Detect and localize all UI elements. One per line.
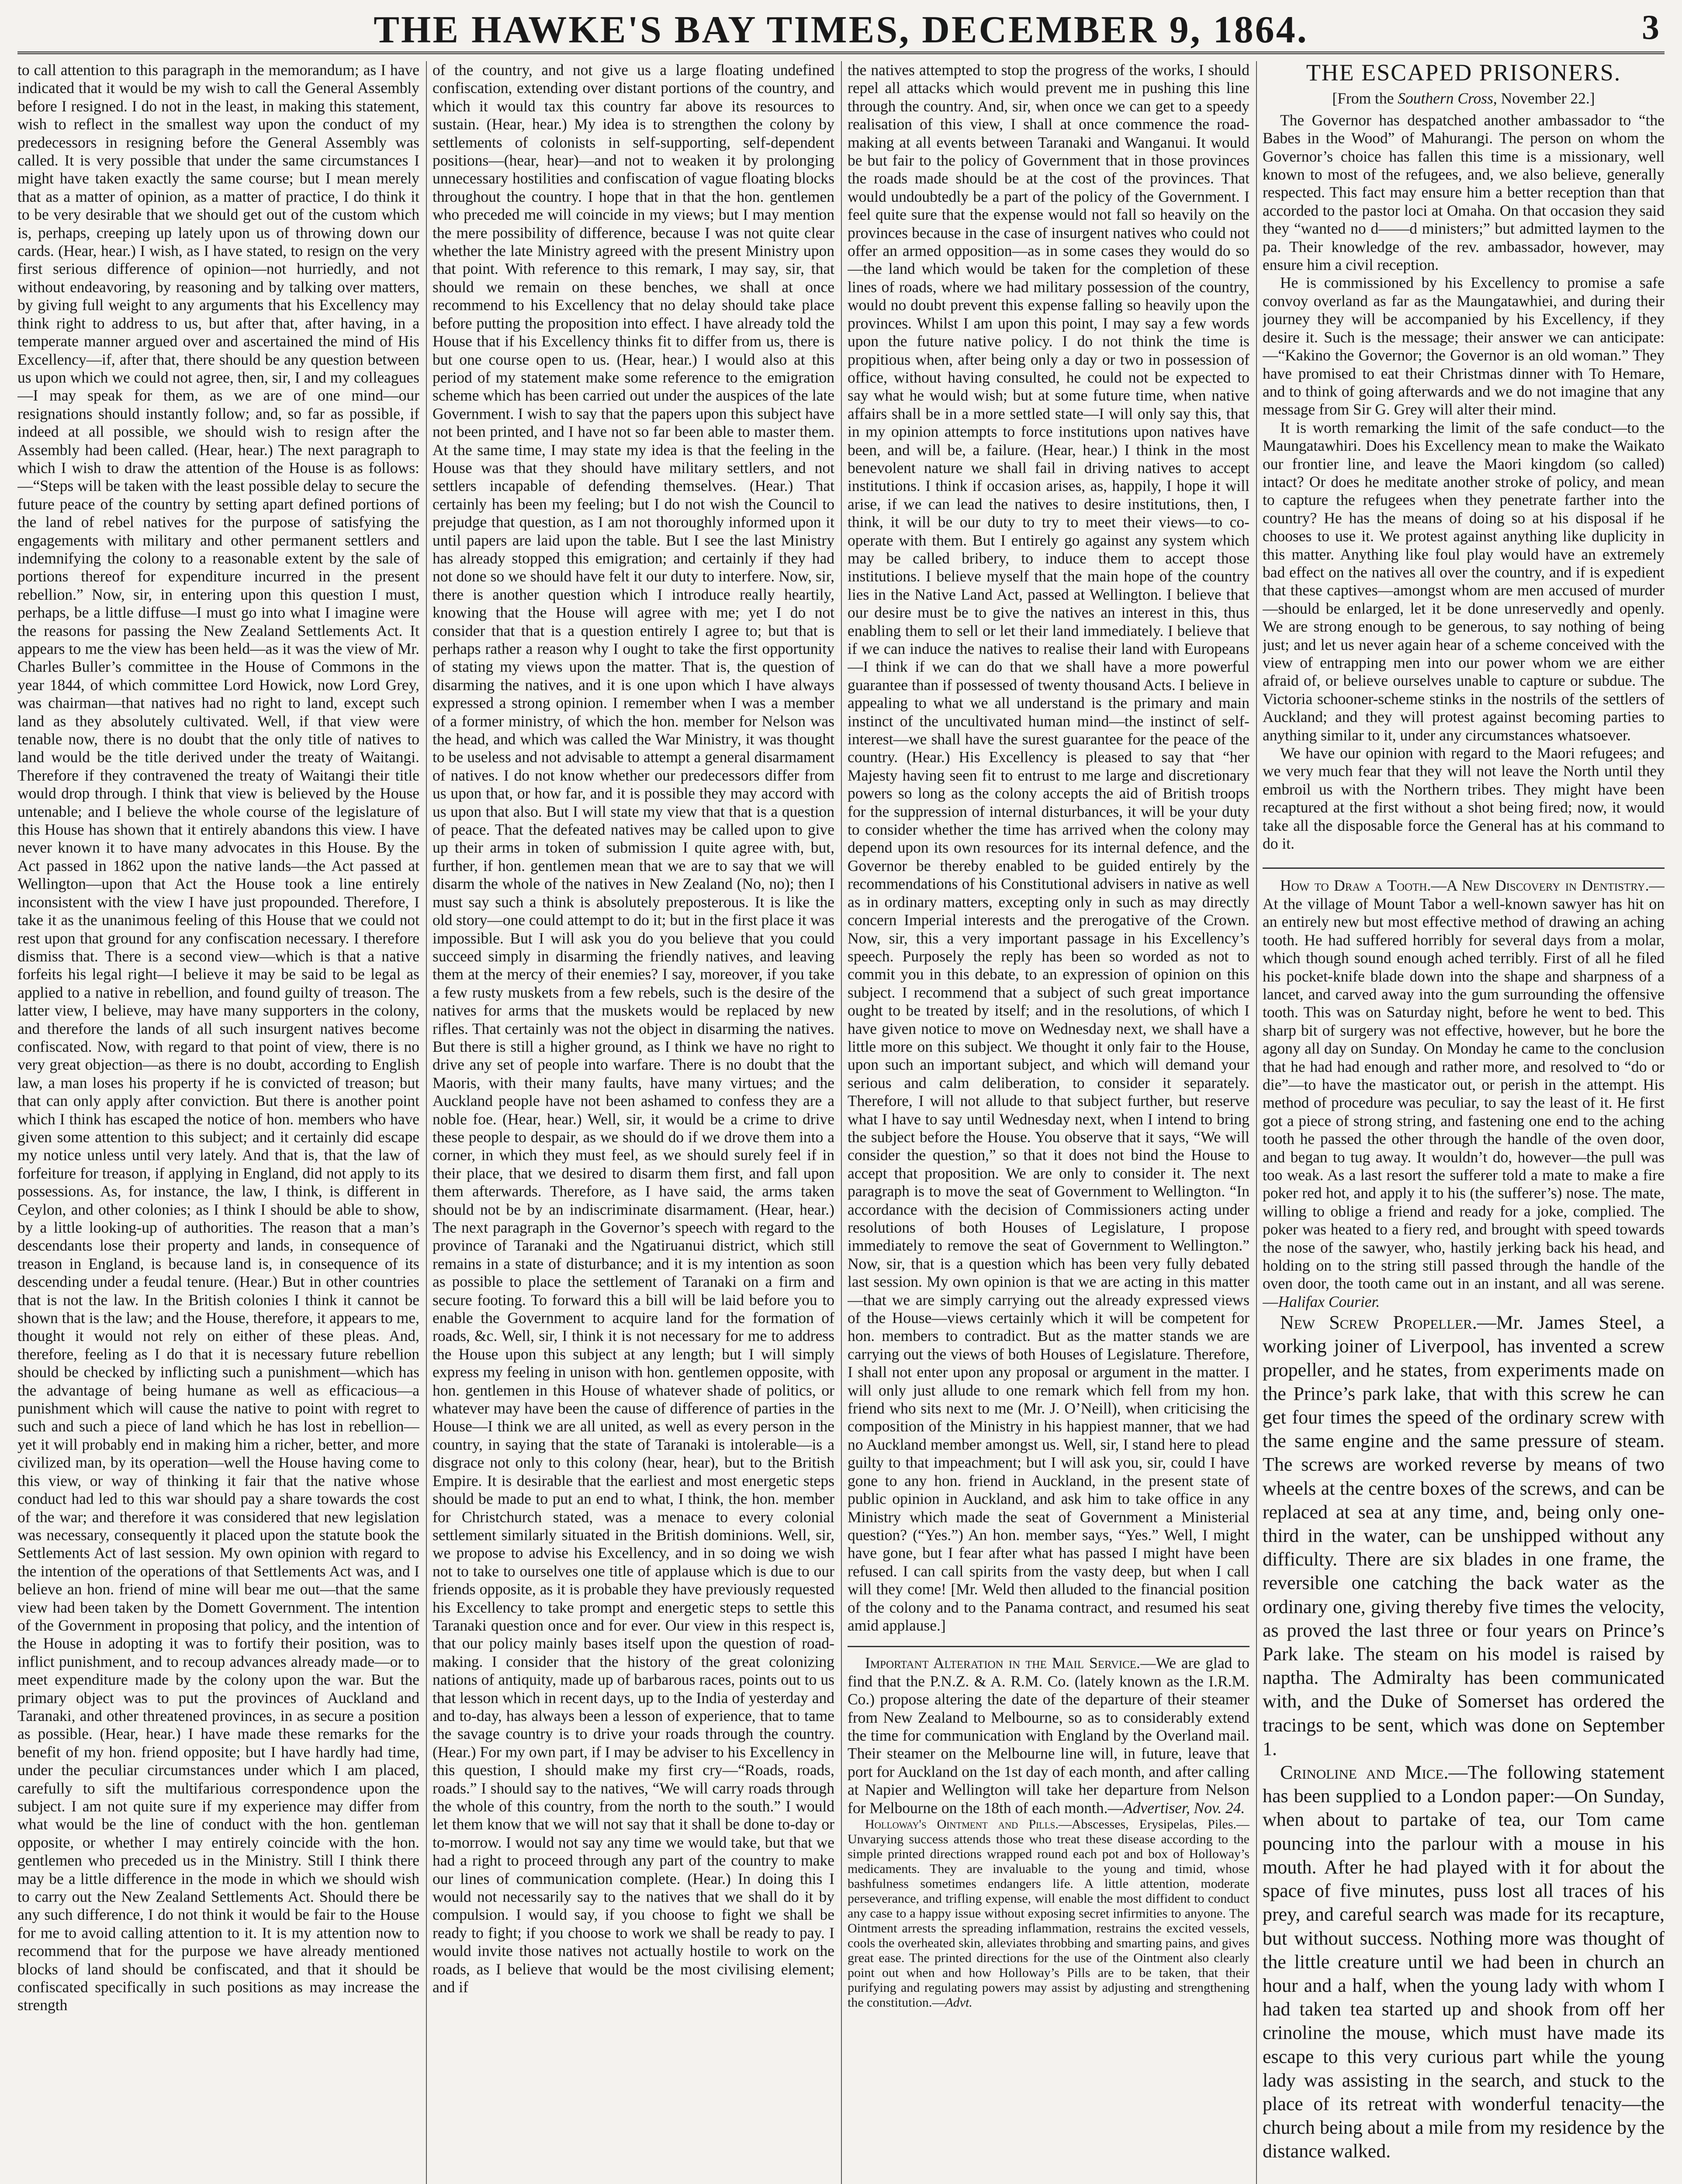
- tooth-article: [1263, 877, 1665, 1311]
- section-divider: [848, 1646, 1249, 1647]
- article-source: Halifax Courier.: [1278, 1292, 1380, 1310]
- notice-text: —We are glad to find that the P.N.Z. & A. R.M. Co. (lately known as the I.R.M. Co.) propose altering the date of the departure of their steamer from New Zealand to Melbourne, so as to considerably extend the time for communication with England by the Overland mail. Their steamer on the Melbourne line will, in future, leave that port for Auckland on the 1st day of each month, and after calling at Napier and Wellington will take her departure from Nelson for Melbourne on the 18th of each month.—: [848, 1654, 1249, 1817]
- advert-text: —Abscesses, Erysipelas, Piles.—Unvarying success attends those who treat these disease according to the simple printed directions wrapped round each pot and box of Holloway’s medicaments. They are invaluable to the young and timid, whose bashfulness sometimes endangers life. A little attention, moderate perseverance, and trifling expense, will enable the most diffident to conduct any case to a happy issue without exposing secret infirmities to anyone. The Ointment arrests the spreading inflammation, restrains the excited vessels, cools the overheated skin, alleviates throbbing and smarting pains, and gives great ease. The printed directions for the use of the Ointment also clearly point out when and how Holloway’s Pills are to be taken, that their purifying and regulating powers may assist by adjusting and strengthening the constitution.—: [848, 1817, 1249, 2010]
- article-heading: Crinoline and Mice.: [1280, 1762, 1449, 1783]
- article-heading: New Screw Propeller.: [1280, 1312, 1477, 1334]
- article-paragraph: the natives attempted to stop the progress of the works, I should repel all attacks which would prevent me in pushing this line through the country. And, sir, when once we can get to a speedy realisation of this view, I shall at once commence the road-making at all events between Taranaki and Wanganui. It would be but fair to the policy of Government that in those provinces the roads made should be at the cost of the provinces. That would undoubtedly be a part of the policy of the Government. I feel quite sure that the expense would not fall so heavily on the provinces because in the case of insurgent natives who could not offer an armed opposition—as in some cases they would do so—the land which would be taken for the completion of these lines of roads, where we had military possession of the country, would no doubt prevent this expense falling so heavily upon the provinces. Whilst I am upon this point, I may say a few words upon the future native policy. I do not think the time is propitious when, after being only a day or two in possession of office, without having consulted, he could not be expected to say what he would wish; but at some future time, when native affairs shall be in a more settled state—I will only say this, that in my opinion attempts to force institutions upon natives have been, and will be, a failure. (Hear, hear.) I think in the most benevolent nature we shall fail in driving natives to accept institutions. I think if occasion arises, as, happily, I hope it will arise, if we can lead the natives to desire institutions, then, I think, it will be our duty to try to meet their views—to co-operate with them. But I entirely go against any system which may be called bribery, to induce them to accept those institutions. I believe myself that the main hope of the country lies in the Native Land Act, passed at Wellington. I believe that our desire must be to give the natives an interest in this, thus enabling them to sell or let their land immediately. I believe that if we can induce the natives to realise their land with Europeans—I think if we can do that we shall have a more powerful guarantee than if possessed of twenty thousand Acts. I believe in appealing to what we all understand is the primary and main instinct of the uncultivated human mind—the instinct of self-interest—we shall have the surest guarantee for the peace of the country. (Hear.) His Excellency is pleased to say that “her Majesty having seen fit to entrust to me large and discretionary powers so long as the colony accepts the aid of British troops for the suppression of internal disturbances, it will be your duty to consider whether the time has arrived when the colony may depend upon its own resources for its internal defence, and the Governor be thereby enabled to be guided entirely by the recommendations of his Constitutional advisers in native as well as in ordinary matters, excepting only in such as may directly concern Imperial interests and the prerogative of the Crown. Now, sir, this a very important passage in his Excellency’s speech. Purposely the reply has been so worded as not to commit you in this debate, to an expression of opinion on this subject. I recommend that a subject of such great importance ought to be treated by itself; and in the resolutions, of which I have given notice to move on Wednesday next, we shall have a little more on this subject. We thought it only fair to the House, upon such an important subject, and which will demand your serious and calm deliberation, to consider it separately. Therefore, I will not allude to that subject further, but reserve what I have to say until Wednesday next, when I intend to bring the subject before the House. You observe that it says, “We will consider the question,” so that it does not bind the House to accept that proposition. We are only to consider it. The next paragraph is to move the seat of Government to Wellington. “In accordance with the decision of Commissioners acting under resolutions of both Houses of Legislature, I propose immediately to remove the seat of Government to Wellington.” Now, sir, that is a question which has been very fully debated last session. My own opinion is that we are acting in this matter—that we are simply carrying out the already expressed views of the House—views certainly which it will be competent for hon. members to contradict. But as the matter stands we are carrying out the views of both Houses of Legislature. Therefore, I shall not enter upon any proposal or argument in the matter. I will only just allude to one remark which fell from my hon. friend who sits next to me (Mr. J. O’Neill), when criticising the composition of the Ministry in his happiest manner, that we had no Auckland member amongst us. Well, sir, I stand here to plead guilty to that impeachment; but I will ask you, sir, could I have gone to any hon. friend in Auckland, in the present state of public opinion in Auckland, and ask him to take office in any Ministry which made the seat of Government a Ministerial question? (“Yes.”) An hon. member says, “Yes.” Well, I might have gone, but I fear after what has passed I might have been refused. I can call spirits from the vasty deep, but when I call will they come! [Mr. Weld then alluded to the financial position of the colony and to the Panama contract, and resumed his seat amid applause.]: [848, 61, 1249, 1634]
- article-heading: How to Draw a Tooth.—A New Discovery in Dentistry.: [1280, 877, 1649, 895]
- source-suffix: , November 22.]: [1493, 90, 1595, 107]
- column-2: [433, 61, 834, 2184]
- page-number: 3: [1642, 8, 1659, 47]
- source-paper: Southern Cross: [1398, 90, 1493, 107]
- notice-heading: Important Alteration in the Mail Service.: [865, 1654, 1140, 1672]
- article-text: —The following statement has been supplied to a London paper:—On Sunday, when about to partake of tea, our Tom came pouncing into the parlour with a mouse in his mouth. After he had played with it for about the space of five minutes, puss lost all traces of his prey, and careful search was made for its recapture, but without success. Nothing more was thought of the little creature until we had been in church an hour and a half, when the young lady with whom I had taken tea started up and shook from off her crinoline the mouse, which must have made its escape to this very curious part while the young lady was assisting in the search, and stuck to the place of its retreat with wonderful tenacity—the church being about a mile from my residence by the distance walked.: [1263, 1762, 1665, 2162]
- column-divider: [426, 61, 427, 2184]
- source-prefix: [From the: [1332, 90, 1398, 107]
- advert-source: Advt.: [945, 1995, 973, 2010]
- holloway-advertisement: [848, 1817, 1249, 2010]
- column-4: [1263, 61, 1665, 2184]
- advert-heading: Holloway's Ointment and Pills.: [865, 1817, 1059, 1832]
- article-text: —At the village of Mount Tabor a well-known sawyer has hit on an entirely new but most effective method of drawing an aching tooth. He had suffered horribly for several days from a molar, which though sound enough ached terribly. First of all he filed his pocket-knife blade down into the shape and sharpness of a lancet, and carved away into the gum surrounding the offensive tooth. This was on Saturday night, before he went to bed. This sharp bit of surgery was not effective, however, but he bore the agony all day on Sunday. On Monday he came to the conclusion that he had had enough and rather more, and resolved to “do or die”—to have the masticator out, or perish in the attempt. His method of procedure was peculiar, to say the least of it. He first got a piece of strong string, and fastening one end to the aching tooth he passed the other through the handle of the oven door, and began to tug away. It wouldn’t do, however—the pull was too weak. As a last resort the sufferer told a mate to make a fire poker red hot, and apply it to his (the sufferer’s) nose. The mate, willing to oblige a friend and ready for a joke, complied. The poker was heated to a fiery red, and brought with speed towards the nose of the sawyer, who, hastily jerking back his head, and holding on to the string still passed through the handle of the oven door, the tooth came out in an instant, and all was serene.—: [1263, 877, 1665, 1310]
- notice-source: Advertiser, Nov. 24.: [1123, 1799, 1245, 1817]
- article-text: —Mr. James Steel, a working joiner of Liverpool, has invented a screw propeller, and he states, from experiments made on the Prince’s park lake, that with this screw he can get four times the speed of the ordinary screw with the same engine and the same pressure of steam. The screws are worked reverse by means of two wheels at the centre boxes of the screws, and can be replaced at sea at any time, and, being only one-third in the water, can be unshipped without any difficulty. There are six blades in one frame, the reversible one catching the back water as the ordinary one, giving thereby five times the velocity, as proved the last three or four years on Prince’s Park lake. The steam on his model is raised by naptha. The Admiralty has been communicated with, and the Duke of Somerset has ordered the tracings to be sent, which was done on September 1.: [1263, 1312, 1665, 1759]
- article-paragraph: We have our opinion with regard to the Maori refugees; and we very much fear that they will not leave the North until they embroil us with the Northern tribes. They might have been recaptured at the first without a shot being fired; now, it would take all the disposable force the General has at his command to do it.: [1263, 744, 1665, 853]
- section-title: THE ESCAPED PRISONERS.: [1306, 61, 1621, 86]
- mail-service-notice: [848, 1654, 1249, 1817]
- crinoline-article: [1263, 1761, 1665, 2163]
- article-paragraph: It is worth remarking the limit of the safe conduct—to the Maungatawhiri. Does his Excellency mean to make the Waikato our frontier line, and leave the Maori kingdom (so called) intact? Or does he meditate another stroke of policy, and mean to capture the refugees when they penetrate farther into the country? He has the means of doing so at his disposal if he chooses to use it. We protest against anything like duplicity in this matter. Anything like foul play would have an extremely bad effect on the natives all over the country, and if is expedient that these captives—amongst whom are men accused of murder—should be enlarged, let it be done unreservedly and openly. We are strong enough to be generous, to say nothing of being just; and let us never again hear of a scheme conceived with the view of entrapping men into our power whom we are either afraid of, or believe ourselves unable to capture or subdue. The Victoria schooner-scheme stinks in the nostrils of the settlers of Auckland; and they will protest against becoming parties to anything similar to it, under any circumstances whatsoever.: [1263, 418, 1665, 744]
- screw-propeller-article: [1263, 1311, 1665, 1761]
- article-paragraph: He is commissioned by his Excellency to promise a safe convoy overland as far as the Maungatawhiei, and during their journey they will be accompanied by his Excellency, if they desire it. Such is the message; their answer we can anticipate:—“Kakino the Governor; the Governor is an old woman.” They have promised to eat their Christmas dinner with To Hemare, and to think of going afterwards and we do not imagine that any message from Sir G. Grey will alter their mind.: [1263, 274, 1665, 418]
- article-paragraph: to call attention to this paragraph in the memorandum; as I have indicated that it would be my wish to call the General Assembly before I resigned. I do not in the least, in making this statement, wish to reflect in the smallest way upon the conduct of my predecessors in resigning before the General Assembly was called. It is very possible that under the same circumstances I might have taken exactly the same course; but I mean merely that as a matter of opinion, as a matter of practice, I do think it to be very desirable that we should get out of the custom which is, perhaps, creeping up lately upon us of throwing down our cards. (Hear, hear.) I wish, as I have stated, to resign on the very first serious difference of opinion—not hurriedly, and not without endeavoring, by reasoning and by talking over matters, by giving full weight to any arguments that his Excellency may think right to address to us, but after that, after having, in a temperate manner argued over and ascertained the mind of His Excellency—if, after that, there should be any question between us upon which we could not agree, then, sir, I and my colleagues—I may speak for them, as we are of one mind—our resignations should instantly follow; and, so far as possible, if indeed at all possible, we should wish to resign after the Assembly had been called. (Hear, hear.) The next paragraph to which I wish to draw the attention of the House is as follows:—“Steps will be taken with the least possible delay to secure the future peace of the country by setting apart defined portions of the land of rebel natives for the purpose of satisfying the engagements with military and other permanent settlers and indemnifying the colony to a reasonable extent by the sale of portions thereof for expenditure incurred in the present rebellion.” Now, sir, in entering upon this question I must, perhaps, be a little diffuse—I must go into what I imagine were the reasons for passing the New Zealand Settlements Act. It appears to me the view has been held—as it was the view of Mr. Charles Buller’s committee in the House of Commons in the year 1844, of which committee Lord Howick, now Lord Grey, was chairman—that natives had no right to land, except such land as they absolutely cultivated. Well, if that view were tenable now, there is no doubt that the only title of natives to land would be the title derived under the treaty of Waitangi. Therefore if they contravened the treaty of Waitangi their title would drop through. I think that view is believed by the House untenable; and I believe the whole course of the legislature of this House has shown that it entirely abandons this view. I have never known it to have many advocates in this House. By the Act passed in 1862 upon the native lands—the Act passed at Wellington—upon that Act the House took a line entirely inconsistent with the view I have just propounded. Therefore, I take it as the unanimous feeling of this House that we could not rest upon that ground for any confiscation necessary. I therefore dismiss that. There is a second view—which is that a native forfeits his legal right—I believe it may be said to be legal as applied to a native in rebellion, and found guilty of treason. The latter view, I believe, may have many supporters in the colony, and therefore the lands of all such insurgent natives become confiscated. Now, with regard to that point of view, there is no very great objection—as there is no doubt, according to English law, a man loses his property if he is convicted of treason; but that can only apply after conviction. But there is another point which I think has escaped the notice of hon. members who have given some attention to this subject; and it certainly did escape my notice unless until very lately. And that is, that the law of forfeiture for treason, if applying in England, did not apply to its possessions. As, for instance, the law, I think, is different in Ceylon, and other colonies; as I think I should be able to show, by a little looking-up of authorities. The reason that a man’s descendants lose their property and lands, in consequence of treason in England, is because land is, in consequence of its descending under a feudal tenure. (Hear.) But in other countries that is not the law. In the British colonies I think it cannot be shown that is the law; and the House, therefore, it appears to me, thought it would not rely on either of these pleas. And, therefore, feeling as I do that it is necessary future rebellion should be checked by inflicting such a punishment—which has the advantage of being humane as well as efficacious—a punishment which will cause the native to point with regret to such and such a piece of land which he has lost in rebellion—yet it will probably end in making him a richer, better, and more civilized man, by its operation—well the House having come to this view, or way of thinking it fair that the native whose conduct had led to this war should pay a share towards the cost of the war; and therefore it was considered that new legislation was necessary, consequently it placed upon the statute book the Settlements Act of last session. My own opinion with regard to the intention of the operations of that Settlements Act was, and I believe an hon. friend of mine will bear me out—that the same view had been taken by the Domett Government. The intention of the Government in proposing that policy, and the intention of the House in adopting it was to fortify their position, was to inflict punishment, and to recoup advances already made—or to meet expenditure made by the colony upon the war. But the primary object was to put the provinces of Auckland and Taranaki, and other threatened provinces, in as secure a position as possible. (Hear, hear.) I have made these remarks for the benefit of my hon. friend opposite; but I have hardly had time, under the peculiar circumstances under which I am placed, carefully to sift the multifarious correspondence upon the subject. I am not quite sure if my experience may differ from what would be the line of conduct with the hon. gentleman opposite, or whether I may entirely coincide with the hon. gentlemen who preceded us in the Ministry. Still I think there may be a little difference in the mode in which we should wish to carry out the New Zealand Settlements Act. Should there be any such difference, I do not think it would be fair to the House for me to avoid calling attention to it. It is my attention now to recommend that for the purpose we have already mentioned blocks of land should be confiscated, and that it should be confiscated specifically in such positions as may increase the strength: [17, 61, 419, 2014]
- source-line: [1263, 90, 1665, 107]
- column-divider: [1256, 61, 1257, 2184]
- newspaper-title: THE HAWKE'S BAY TIMES, DECEMBER 9, 1864.: [374, 9, 1308, 51]
- column-3: [848, 61, 1249, 2184]
- masthead: [17, 3, 1665, 55]
- column-divider: [841, 61, 842, 2184]
- section-divider: [1263, 867, 1665, 869]
- article-paragraph: of the country, and not give us a large floating undefined confiscation, extending over distant portions of the country, and which it would tax this country far above its resources to sustain. (Hear, hear.) My idea is to strengthen the colony by settlements of colonists in self-supporting, self-dependent positions—(hear, hear)—and not to weaken it by prolonging unnecessary hostilities and confiscation of vague floating blocks throughout the country. I hope that in that the hon. gentlemen who preceded me will coincide in my views; but I may mention the mere possibility of difference, because I was not quite clear whether the late Ministry agreed with the present Ministry upon that point. With reference to this remark, I may say, sir, that should we remain on these benches, we shall at once recommend to his Excellency that no delay should take place before putting the proposition into effect. I have already told the House that if his Excellency thinks fit to differ from us, there is but one course open to us. (Hear, hear.) I would also at this period of my statement make some reference to the emigration scheme which has been carried out under the auspices of the late Government. I wish to say that the papers upon this subject have not been printed, and I have not so far been able to master them. At the same time, I may state my idea is that the feeling in the House was that they should have military settlers, and not settlers incapable of defending themselves. (Hear.) That certainly has been my feeling; but I do not wish the Council to prejudge that question, as I am not thoroughly informed upon it until papers are laid upon the table. But I see the last Ministry has already stopped this emigration; and certainly if they had not done so we should have felt it our duty to interfere. Now, sir, there is another question which I introduce really heartily, knowing that the House will agree with me; yet I do not consider that that is a question entirely I agree to; but that is perhaps rather a reason why I ought to take the first opportunity of stating my views upon the matter. That is, the question of disarming the natives, and it is one upon which I have always expressed a strong opinion. I remember when I was a member of a former ministry, of which the hon. member for Nelson was the head, and which was called the War Ministry, it was thought to be useless and not advisable to attempt a general disarmament of natives. I do not know whether our predecessors differ from us upon that, or how far, and it is possible they may accord with us upon that also. But I will state my view that that is a question of peace. That the defeated natives may be called upon to give up their arms in token of submission I quite agree with, but, further, if hon. gentlemen mean that we are to say that we will disarm the whole of the natives in New Zealand (No, no); then I must say such a think is absolutely preposterous. It is like the old story—one could attempt to do it; but in the first place it was impossible. But I will ask you do you believe that you could succeed simply in disarming the friendly natives, and leaving them at the mercy of their enemies? I say, moreover, if you take a few rusty muskets from a few rebels, such is the desire of the natives for arms that the muskets would be replaced by new rifles. That certainly was not the object in disarming the natives. But there is still a higher ground, as I think we have no right to drive any set of people into warfare. There is no doubt that the Maoris, with their many faults, have many virtues; and the Auckland people have not been ashamed to confess they are a noble foe. (Hear, hear.) Well, sir, it would be a crime to drive these people to despair, as we should do if we drove them into a corner, in which they must feel, as we should surely feel if in their place, that we desired to disarm them first, and fall upon them afterwards. Therefore, as I have said, the arms taken should not be by an indiscriminate disarmament. (Hear, hear.) The next paragraph in the Governor’s speech with regard to the province of Taranaki and the Ngatiruanui district, which still remains in a state of disturbance; and it is my intention as soon as possible to place the settlement of Taranaki on a firm and secure footing. To forward this a bill will be laid before you to enable the Government to acquire land for the formation of roads, &c. Well, sir, I think it is not necessary for me to address the House upon this subject at any length; but I will simply express my feeling in unison with hon. gentlemen opposite, with hon. gentlemen in this House of whatever shade of politics, or whatever may have been the cause of difference of parties in the House—I think we are all united, as well as every person in the country, in saying that the state of Taranaki is intolerable—is a disgrace not only to this colony (hear, hear), but to the British Empire. It is desirable that the earliest and most energetic steps should be made to put an end to what, I think, the hon. member for Christchurch stated, was a menace to every colonial settlement similarly situated in the British dominions. Well, sir, we propose to advise his Excellency, and in so doing we wish not to take to ourselves one title of applause which is due to our friends opposite, as it is probable they have previously requested his Excellency to take prompt and energetic steps to settle this Taranaki question once and for ever. Our view in this respect is, that our policy mainly bases itself upon the question of road-making. I consider that the history of the great colonizing nations of antiquity, made up of barbarous races, points out to us that lesson which in recent days, up to the India of yesterday and and to-day, has always been a lesson of experience, that to tame the savage country is to drive your roads through the country. (Hear.) For my own part, if I may be adviser to his Excellency in this question, I should make my first cry—“Roads, roads, roads.” I should say to the natives, “We will carry roads through the whole of this country, from the north to the south.” I would let them know that we will not say that it shall be done to-day or to-morrow. I would not say any time we would take, but that we had a right to proceed through any part of the country to make our lines of communication complete. (Hear.) In doing this I would not necessarily say to the natives that we shall do it by compulsion. I would say, if you choose to fight we shall be ready to fight; if you choose to work we shall be ready to pay. I would invite those natives not actually hostile to work on the roads, as I believe that would be the most civilising element; and if: [433, 61, 834, 1996]
- article-paragraph: The Governor has despatched another ambassador to “the Babes in the Wood” of Mahurangi. The person on whom the Governor’s choice has fallen this time is a missionary, well known to most of the refugees, and, we also believe, generally respected. This fact may ensure him a better reception than that accorded to the pastor loci at Omaha. On that occasion they said they “wanted no d——d ministers;” but admitted laymen to the pa. Their knowledge of the rev. ambassador, however, may ensure him a civil reception.: [1263, 111, 1665, 274]
- header-rule: [17, 52, 1665, 54]
- column-1: [17, 61, 419, 2184]
